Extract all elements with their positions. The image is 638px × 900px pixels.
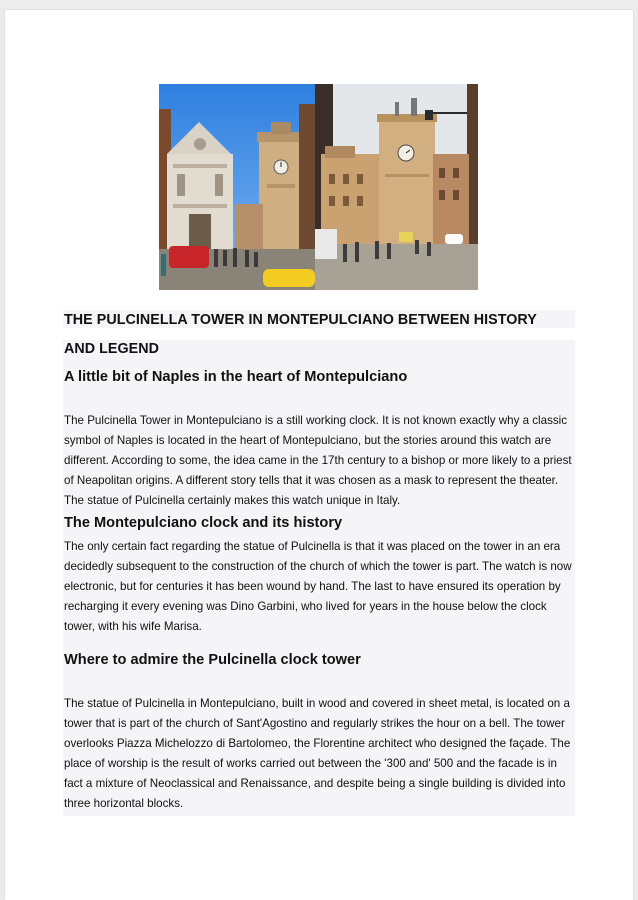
section-body-where-to-admire: The statue of Pulcinella in Montepulciano, built in wood and covered in sheet metal, is located on a tower that is part of the church of Sant'Agostino and regularly strikes the hour on a bell. The tower overlooks Piazza Michelozzo di Bartolomeo, the Florentine architect who designed the façade. The place of worship is the result of works carried out between the '300 and' 500 and the facade is in fact a mixture of Neoclassical and Renaissance, and despite being a single building is divided into three horizontal blocks. (64, 697, 571, 810)
section-heading-clock-history: The Montepulciano clock and its history (64, 515, 343, 531)
section-body-naples: The Pulcinella Tower in Montepulciano is a still working clock. It is not known exactly why a classic symbol of Naples is located in the heart of Montepulciano, but the stories around this watch are different. According to some, the idea came in the 17th century to a bishop or more likely to a priest of Neapolitan origins. A different story tells that it was chosen as a mask to represent the theater. The statue of Pulcinella certainly makes this watch unique in Italy. (64, 414, 572, 507)
section-body-clock-history: The only certain fact regarding the statue of Pulcinella is that it was placed on the tower in an era decidedly subsequent to the construction of the church of which the tower is part. The watch is now electronic, but for centuries it has been wound by hand. The last to have ensured its operation by recharging it every evening was Dino Garbini, who lived for years in the house below the clock tower, with his wife Marisa. (64, 540, 572, 633)
section-heading-naples: A little bit of Naples in the heart of Montepulciano (64, 369, 408, 385)
article-title-line-2: AND LEGEND (64, 341, 160, 357)
article-title-line-1: THE PULCINELLA TOWER IN MONTEPULCIANO BETWEEN HISTORY (64, 312, 537, 328)
section-heading-where-to-admire: Where to admire the Pulcinella clock tower (64, 652, 361, 668)
piazza-clock-tower-photo (315, 84, 478, 290)
header-photo-strip (159, 84, 478, 290)
church-and-clock-tower-photo (159, 84, 315, 290)
